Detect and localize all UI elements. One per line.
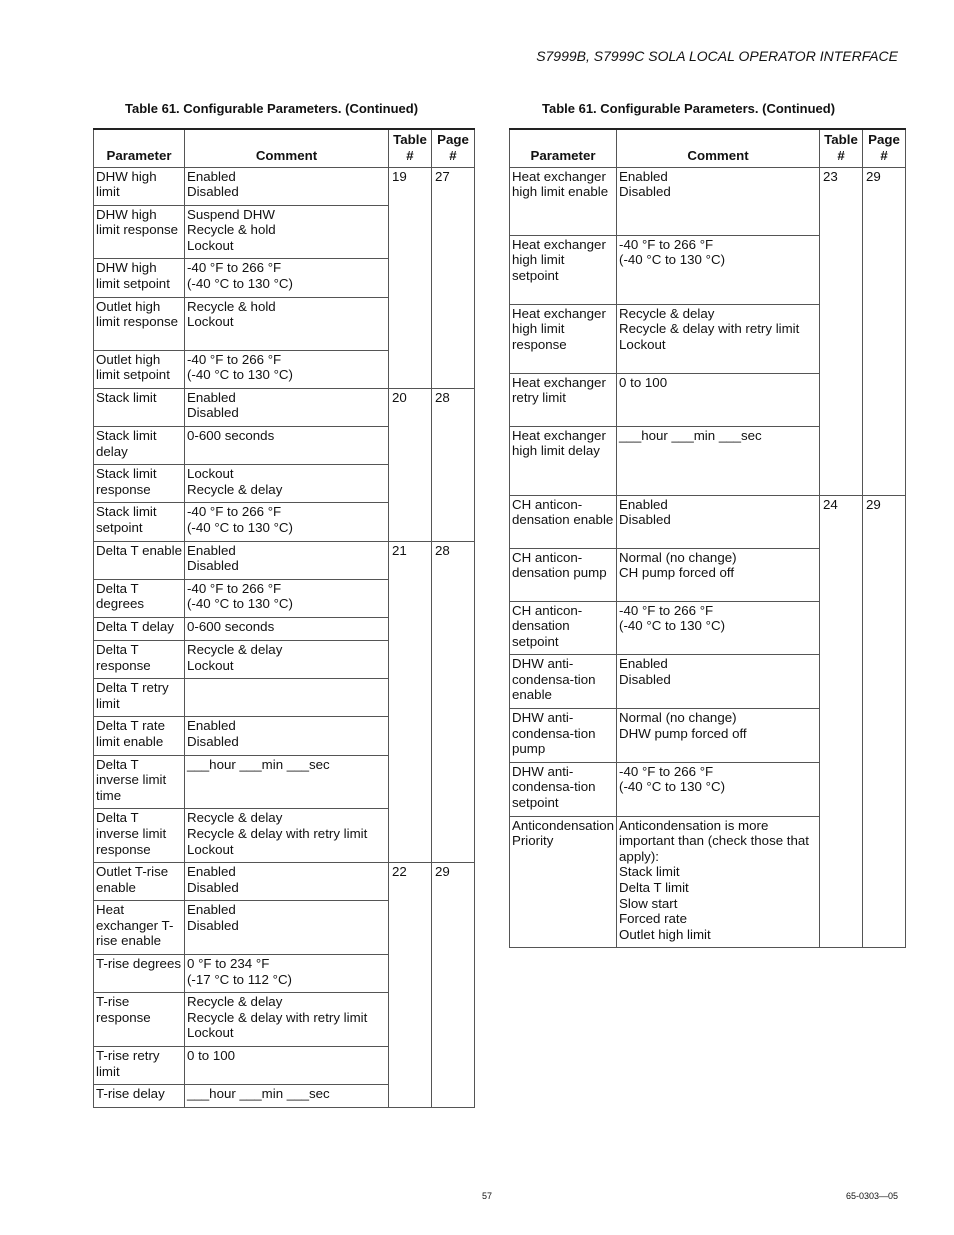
table-number-cell: 22 [389,863,432,1108]
right-table-wrap [509,128,906,948]
parameter-cell: Outlet T-rise enable [94,863,185,901]
comment-cell: Normal (no change) CH pump forced off [617,548,820,601]
parameter-cell: DHW high limit response [94,205,185,259]
comment-cell [185,679,389,717]
left-table-wrap [93,128,475,1108]
table-row [94,388,475,426]
table-number-cell: 24 [820,495,863,948]
comment-cell: ___hour ___min ___sec [185,1085,389,1108]
comment-cell: -40 °F to 266 °F (-40 °C to 130 °C) [185,350,389,388]
page-number-column-header: Page # [863,129,906,167]
parameter-cell: Delta T inverse limit time [94,755,185,809]
page-number-cell: 28 [432,541,475,863]
comment-cell: -40 °F to 266 °F (-40 °C to 130 °C) [617,762,820,816]
table-number-column-header: Table # [389,129,432,167]
parameter-cell: Stack limit response [94,465,185,503]
parameter-cell: Heat exchanger high limit response [510,304,617,373]
table-row [510,167,906,235]
table-header-row [510,129,906,167]
parameter-cell: Heat exchanger high limit setpoint [510,235,617,304]
parameter-cell: T-rise retry limit [94,1047,185,1085]
table-number-cell: 20 [389,388,432,541]
comment-cell: 0 to 100 [185,1047,389,1085]
parameter-cell: Delta T enable [94,541,185,579]
parameter-cell: Outlet high limit response [94,297,185,350]
comment-cell: Enabled Disabled [617,655,820,709]
parameter-cell: Heat exchanger high limit delay [510,426,617,495]
comment-cell: Enabled Disabled [185,388,389,426]
comment-cell: Anticondensation is more important than (check those that apply): Stack limit Delta T limit Slow start Forced rate Outlet high limit [617,816,820,948]
parameter-cell: Delta T response [94,640,185,678]
comment-cell: Enabled Disabled [185,541,389,579]
parameter-cell: T-rise degrees [94,955,185,993]
parameter-cell: Delta T rate limit enable [94,717,185,755]
parameter-cell: DHW anti-condensa-tion enable [510,655,617,709]
table-row [94,541,475,579]
table-header-row [94,129,475,167]
parameter-cell: Stack limit delay [94,427,185,465]
comment-cell: Recycle & delay Lockout [185,640,389,678]
comment-cell: Recycle & delay Recycle & delay with retry limit Lockout [185,993,389,1047]
comment-cell: Normal (no change) DHW pump forced off [617,709,820,763]
comment-cell: Recycle & delay Recycle & delay with retry limit Lockout [617,304,820,373]
page-number-column-header: Page # [432,129,475,167]
table-number-column-header: Table # [820,129,863,167]
parameter-cell: Delta T inverse limit response [94,809,185,863]
comment-cell: Recycle & delay Recycle & delay with retry limit Lockout [185,809,389,863]
comment-cell: -40 °F to 266 °F (-40 °C to 130 °C) [617,235,820,304]
comment-cell: 0 to 100 [617,373,820,426]
comment-cell: Suspend DHW Recycle & hold Lockout [185,205,389,259]
comment-column-header: Comment [185,129,389,167]
parameter-cell: DHW anti-condensa-tion setpoint [510,762,617,816]
parameter-cell: CH anticon-densation setpoint [510,601,617,655]
right-parameters-table [509,128,906,948]
table-row [94,167,475,205]
page-number: 57 [482,1191,493,1201]
comment-cell: ___hour ___min ___sec [185,755,389,809]
table-number-cell: 23 [820,167,863,495]
page-number-cell: 29 [863,167,906,495]
comment-cell: Enabled Disabled [617,495,820,548]
comment-cell: ___hour ___min ___sec [617,426,820,495]
comment-cell: Recycle & hold Lockout [185,297,389,350]
parameter-column-header: Parameter [510,129,617,167]
comment-cell: Enabled Disabled [185,717,389,755]
page-number-cell: 28 [432,388,475,541]
comment-cell: -40 °F to 266 °F (-40 °C to 130 °C) [185,579,389,617]
page-number-cell: 29 [432,863,475,1108]
table-row [94,863,475,901]
page-number-cell: 27 [432,167,475,388]
parameter-cell: T-rise response [94,993,185,1047]
parameter-cell: Heat exchanger T-rise enable [94,901,185,955]
left-parameters-table [93,128,475,1108]
parameter-cell: Delta T retry limit [94,679,185,717]
parameter-cell: T-rise delay [94,1085,185,1108]
parameter-cell: DHW high limit setpoint [94,259,185,297]
right-table-caption: Table 61. Configurable Parameters. (Continued) [542,101,836,116]
parameter-cell: Anticondensation Priority [510,816,617,948]
parameter-cell: DHW anti-condensa-tion pump [510,709,617,763]
running-header: S7999B, S7999C SOLA LOCAL OPERATOR INTERFACE [536,48,898,64]
comment-column-header: Comment [617,129,820,167]
comment-cell: Enabled Disabled [185,863,389,901]
comment-cell: Enabled Disabled [617,167,820,235]
parameter-cell: Heat exchanger retry limit [510,373,617,426]
page-number-cell: 29 [863,495,906,948]
comment-cell: 0-600 seconds [185,427,389,465]
table-number-cell: 19 [389,167,432,388]
parameter-cell: Outlet high limit setpoint [94,350,185,388]
comment-cell: Enabled Disabled [185,901,389,955]
comment-cell: 0-600 seconds [185,617,389,640]
table-number-cell: 21 [389,541,432,863]
comment-cell: Lockout Recycle & delay [185,465,389,503]
parameter-cell: CH anticon-densation pump [510,548,617,601]
parameter-cell: DHW high limit [94,167,185,205]
comment-cell: -40 °F to 266 °F (-40 °C to 130 °C) [617,601,820,655]
parameter-cell: Stack limit setpoint [94,503,185,541]
table-row [510,495,906,548]
comment-cell: -40 °F to 266 °F (-40 °C to 130 °C) [185,503,389,541]
comment-cell: 0 °F to 234 °F (-17 °C to 112 °C) [185,955,389,993]
document-code: 65-0303—05 [845,1191,898,1201]
comment-cell: -40 °F to 266 °F (-40 °C to 130 °C) [185,259,389,297]
parameter-cell: Stack limit [94,388,185,426]
comment-cell: Enabled Disabled [185,167,389,205]
parameter-cell: CH anticon-densation enable [510,495,617,548]
parameter-column-header: Parameter [94,129,185,167]
left-table-caption: Table 61. Configurable Parameters. (Continued) [125,101,419,116]
parameter-cell: Heat exchanger high limit enable [510,167,617,235]
parameter-cell: Delta T delay [94,617,185,640]
parameter-cell: Delta T degrees [94,579,185,617]
